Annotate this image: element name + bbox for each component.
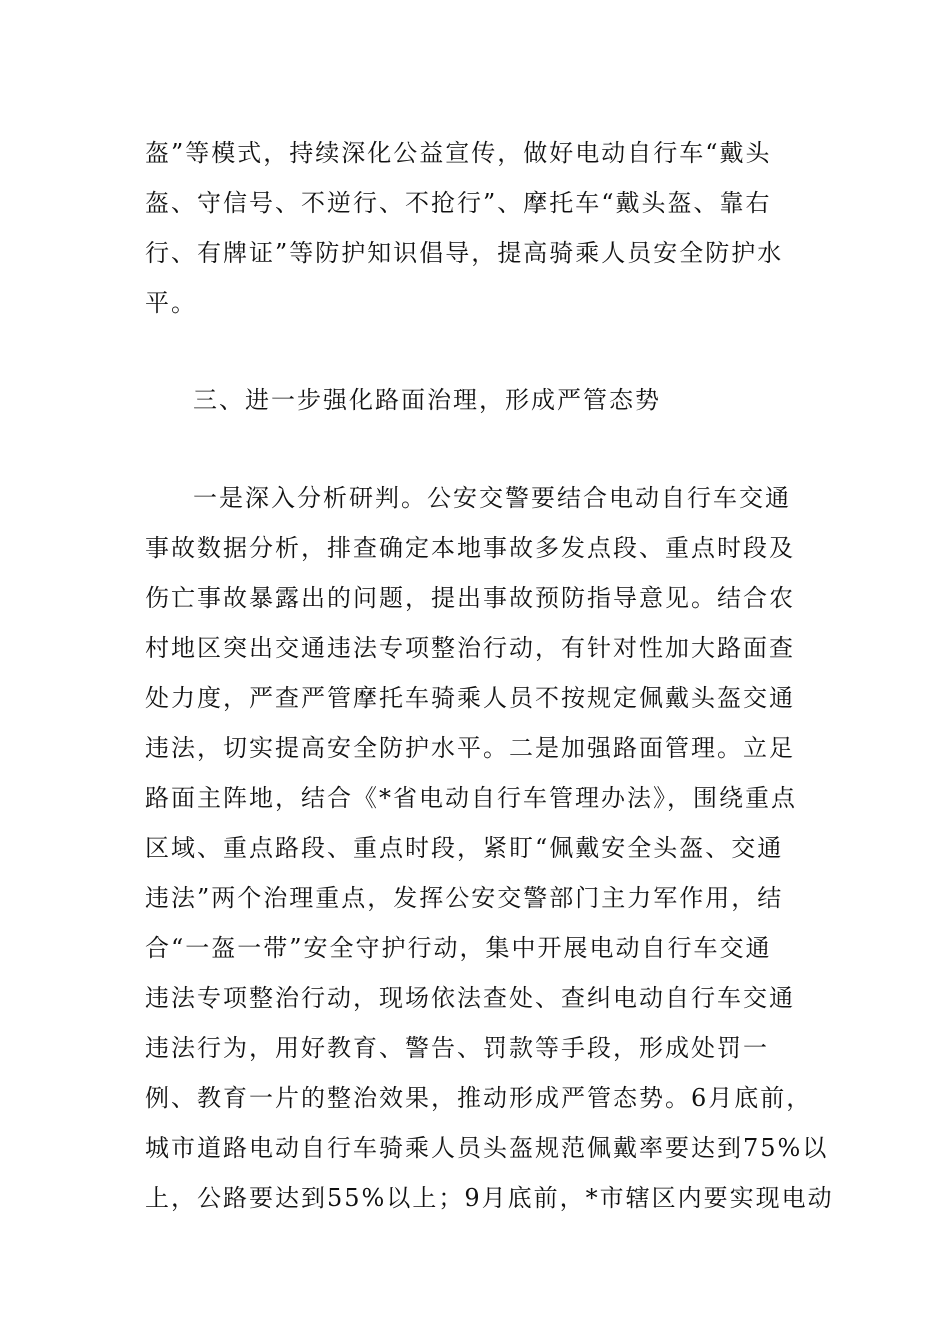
paragraph-line: 盔、守信号、不逆行、不抢行”、摩托车“戴头盔、靠右: [145, 189, 772, 217]
section-heading-text: 三、进一步强化路面治理，形成严管态势: [193, 386, 661, 414]
paragraph-line: 合“一盔一带”安全守护行动，集中开展电动自行车交通: [145, 934, 772, 962]
paragraph-line: 事故数据分析，排查确定本地事故多发点段、重点时段及: [145, 534, 795, 562]
paragraph-line: 城市道路电动自行车骑乘人员头盔规范佩戴率要达到75%以: [145, 1134, 829, 1162]
paragraph-line: 处力度，严查严管摩托车骑乘人员不按规定佩戴头盔交通: [145, 684, 795, 712]
paragraph-line: 盔”等模式，持续深化公益宣传，做好电动自行车“戴头: [145, 139, 772, 167]
paragraph-continuation: [145, 128, 825, 328]
paragraph-line: 路面主阵地，结合《*省电动自行车管理办法》，围绕重点: [145, 784, 797, 812]
paragraph-line: 违法，切实提高安全防护水平。二是加强路面管理。立足: [145, 734, 795, 762]
paragraph-line: 伤亡事故暴露出的问题，提出事故预防指导意见。结合农: [145, 584, 795, 612]
paragraph-line: 上，公路要达到55%以上；9月底前，*市辖区内要实现电动: [145, 1184, 834, 1212]
paragraph-line: 例、教育一片的整治效果，推动形成严管态势。6月底前，: [145, 1084, 813, 1112]
section-heading: [193, 375, 873, 425]
paragraph-line: 村地区突出交通违法专项整治行动，有针对性加大路面查: [145, 634, 795, 662]
paragraph-line: 违法专项整治行动，现场依法查处、查纠电动自行车交通: [145, 984, 795, 1012]
paragraph-body: [145, 473, 834, 1223]
paragraph-line: 区域、重点路段、重点时段，紧盯“佩戴安全头盔、交通: [145, 834, 784, 862]
paragraph-line: 违法行为，用好教育、警告、罚款等手段，形成处罚一: [145, 1034, 769, 1062]
paragraph-line: 平。: [145, 289, 197, 317]
paragraph-line: 一是深入分析研判。公安交警要结合电动自行车交通: [193, 484, 791, 512]
paragraph-line: 违法”两个治理重点，发挥公安交警部门主力军作用，结: [145, 884, 784, 912]
paragraph-line: 行、有牌证”等防护知识倡导，提高骑乘人员安全防护水: [145, 239, 784, 267]
